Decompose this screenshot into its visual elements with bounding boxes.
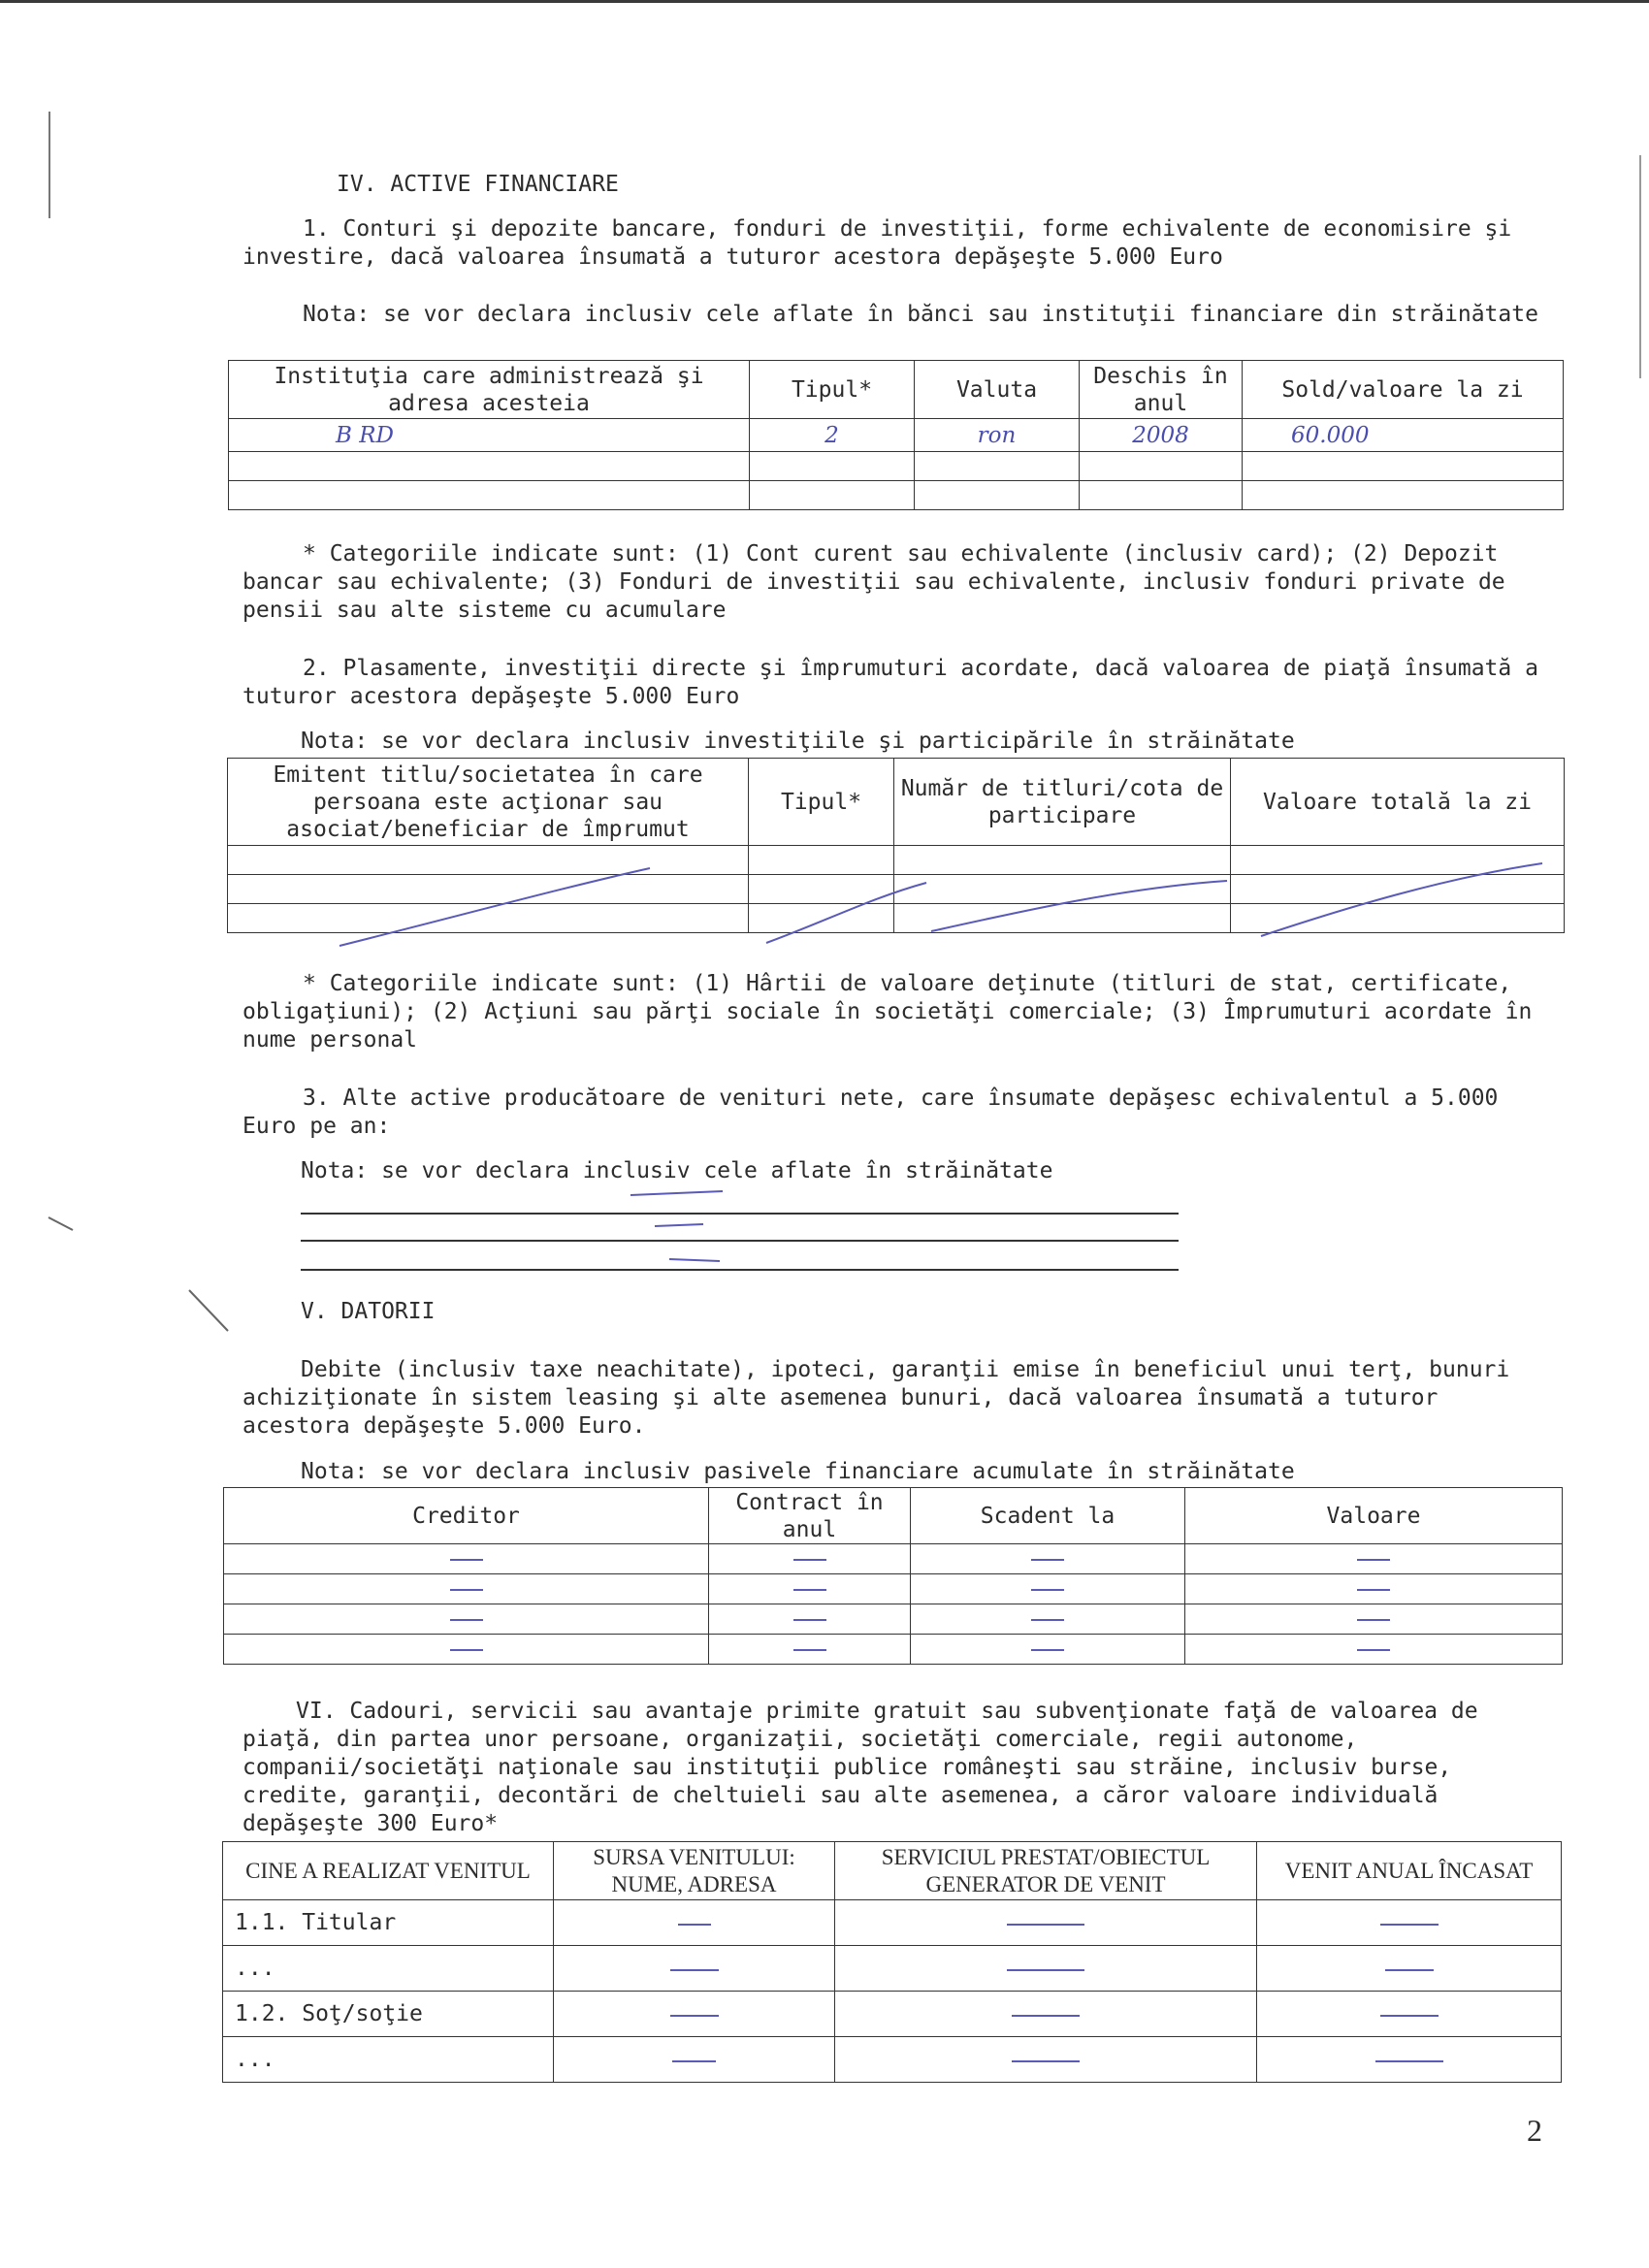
header-total-value: Valoare totală la zi — [1231, 759, 1565, 846]
header-who: CINE A REALIZAT VENITUL — [223, 1842, 554, 1900]
cell-currency: ron — [915, 419, 1080, 452]
header-shares: Număr de titluri/cota de participare — [894, 759, 1231, 846]
item3-text: 3. Alte active producătoare de venituri nete, care însumate depăşesc echivalentul a 5.000 Euro pe an: — [242, 1085, 1512, 1139]
section-vi-title: VI. — [296, 1699, 337, 1724]
header-balance: Sold/valoare la zi — [1243, 361, 1564, 419]
header-creditor: Creditor — [224, 1488, 709, 1544]
section-vi-body: Cadouri, servicii sau avantaje primite gratuit sau subvenţionate faţă de valoarea de piaţă, din partea unor persoane, organizaţii, societăţi comerciale, regii autonome, companii/societăţi naţionale sau instituţii publice româneşti sau străine, inclusiv burse, credite, garanţii, decontări de cheltuieli sau alte asemenea, a căror valoare individuală depăşeşte 300 Euro* — [242, 1699, 1492, 1836]
strike-stroke — [931, 881, 1227, 931]
cell-year: 2008 — [1080, 419, 1243, 452]
section-v-text: Debite (inclusiv taxe neachitate), ipoteci, garanţii emise în beneficiul unui terţ, bunuri achiziţionate în sistem leasing şi alte asemenea bunuri, dacă valoarea însumată a tuturor acestora depăşeşte 5.000 Euro. — [242, 1357, 1524, 1439]
section-v-note: Nota: se vor declara inclusiv pasivele financiare acumulate în străinătate — [301, 1459, 1295, 1484]
item2-categories: * Categoriile indicate sunt: (1) Hârtii de valoare deţinute (titluri de stat, certificate, obligaţiuni); (2) Acţiuni sau părţi sociale în societăţi comerciale; (3) Împrumuturi acordate în nume personal — [242, 971, 1546, 1053]
strike-stroke — [630, 1191, 723, 1195]
header-type: Tipul* — [749, 759, 894, 846]
header-type: Tipul* — [750, 361, 915, 419]
header-annual-income: VENIT ANUAL ÎNCASAT — [1257, 1842, 1562, 1900]
row-label-ellipsis: ... — [223, 2037, 554, 2083]
strike-stroke — [669, 1259, 720, 1261]
strike-stroke — [766, 883, 926, 943]
cell-institution: B RD — [229, 419, 750, 452]
section-iv-title: IV. ACTIVE FINANCIARE — [337, 172, 619, 197]
header-institution: Instituţia care administrează şi adresa acesteia — [229, 361, 750, 419]
strike-stroke — [655, 1224, 703, 1226]
header-value: Valoare — [1185, 1488, 1563, 1544]
scan-artifact — [189, 1290, 228, 1331]
row-label-ellipsis: ... — [223, 1946, 554, 1992]
item1-text: 1. Conturi şi depozite bancare, fonduri de investiţii, forme echivalente de economisire şi investire, dacă valoarea însumată a tuturor acestora depăşeşte 5.000 Euro — [242, 216, 1526, 270]
item1-categories: * Categoriile indicate sunt: (1) Cont curent sau echivalente (inclusiv card); (2) Depozit bancar sau echivalente; (3) Fonduri de investiţii sau echivalente, inclusiv fonduri private de pensii sau alte sisteme cu acumulare — [242, 541, 1519, 623]
strike-stroke — [340, 868, 650, 946]
page-number: 2 — [1527, 2113, 1542, 2148]
header-source: SURSA VENITULUI: NUME, ADRESA — [554, 1842, 835, 1900]
row-label-spouse: 1.2. Soţ/soţie — [223, 1992, 554, 2037]
item1-note: Nota: se vor declara inclusiv cele aflate în bănci sau instituţii financiare din străinătate — [303, 302, 1538, 327]
header-opened-year: Deschis în anul — [1080, 361, 1243, 419]
strike-stroke — [1261, 863, 1542, 936]
cell-balance: 60.000 — [1243, 419, 1564, 452]
header-due-date: Scadent la — [911, 1488, 1185, 1544]
header-contract-year: Contract în anul — [709, 1488, 911, 1544]
cell-type: 2 — [750, 419, 915, 452]
item2-note: Nota: se vor declara inclusiv investiţiile şi participările în străinătate — [301, 729, 1295, 754]
item2-text: 2. Plasamente, investiţii directe şi împrumuturi acordate, dacă valoarea de piaţă însumată a tuturor acestora depăşeşte 5.000 Euro — [242, 656, 1552, 709]
row-label-titular: 1.1. Titular — [223, 1900, 554, 1946]
section-v-title: V. DATORII — [301, 1299, 436, 1324]
item3-note: Nota: se vor declara inclusiv cele aflate în străinătate — [301, 1158, 1053, 1183]
scan-artifact — [48, 1217, 73, 1230]
header-service: SERVICIUL PRESTAT/OBIECTUL GENERATOR DE VENIT — [835, 1842, 1257, 1900]
header-issuer: Emitent titlu/societatea în care persoana este acţionar sau asociat/beneficiar de împrumut — [228, 759, 749, 846]
header-currency: Valuta — [915, 361, 1080, 419]
